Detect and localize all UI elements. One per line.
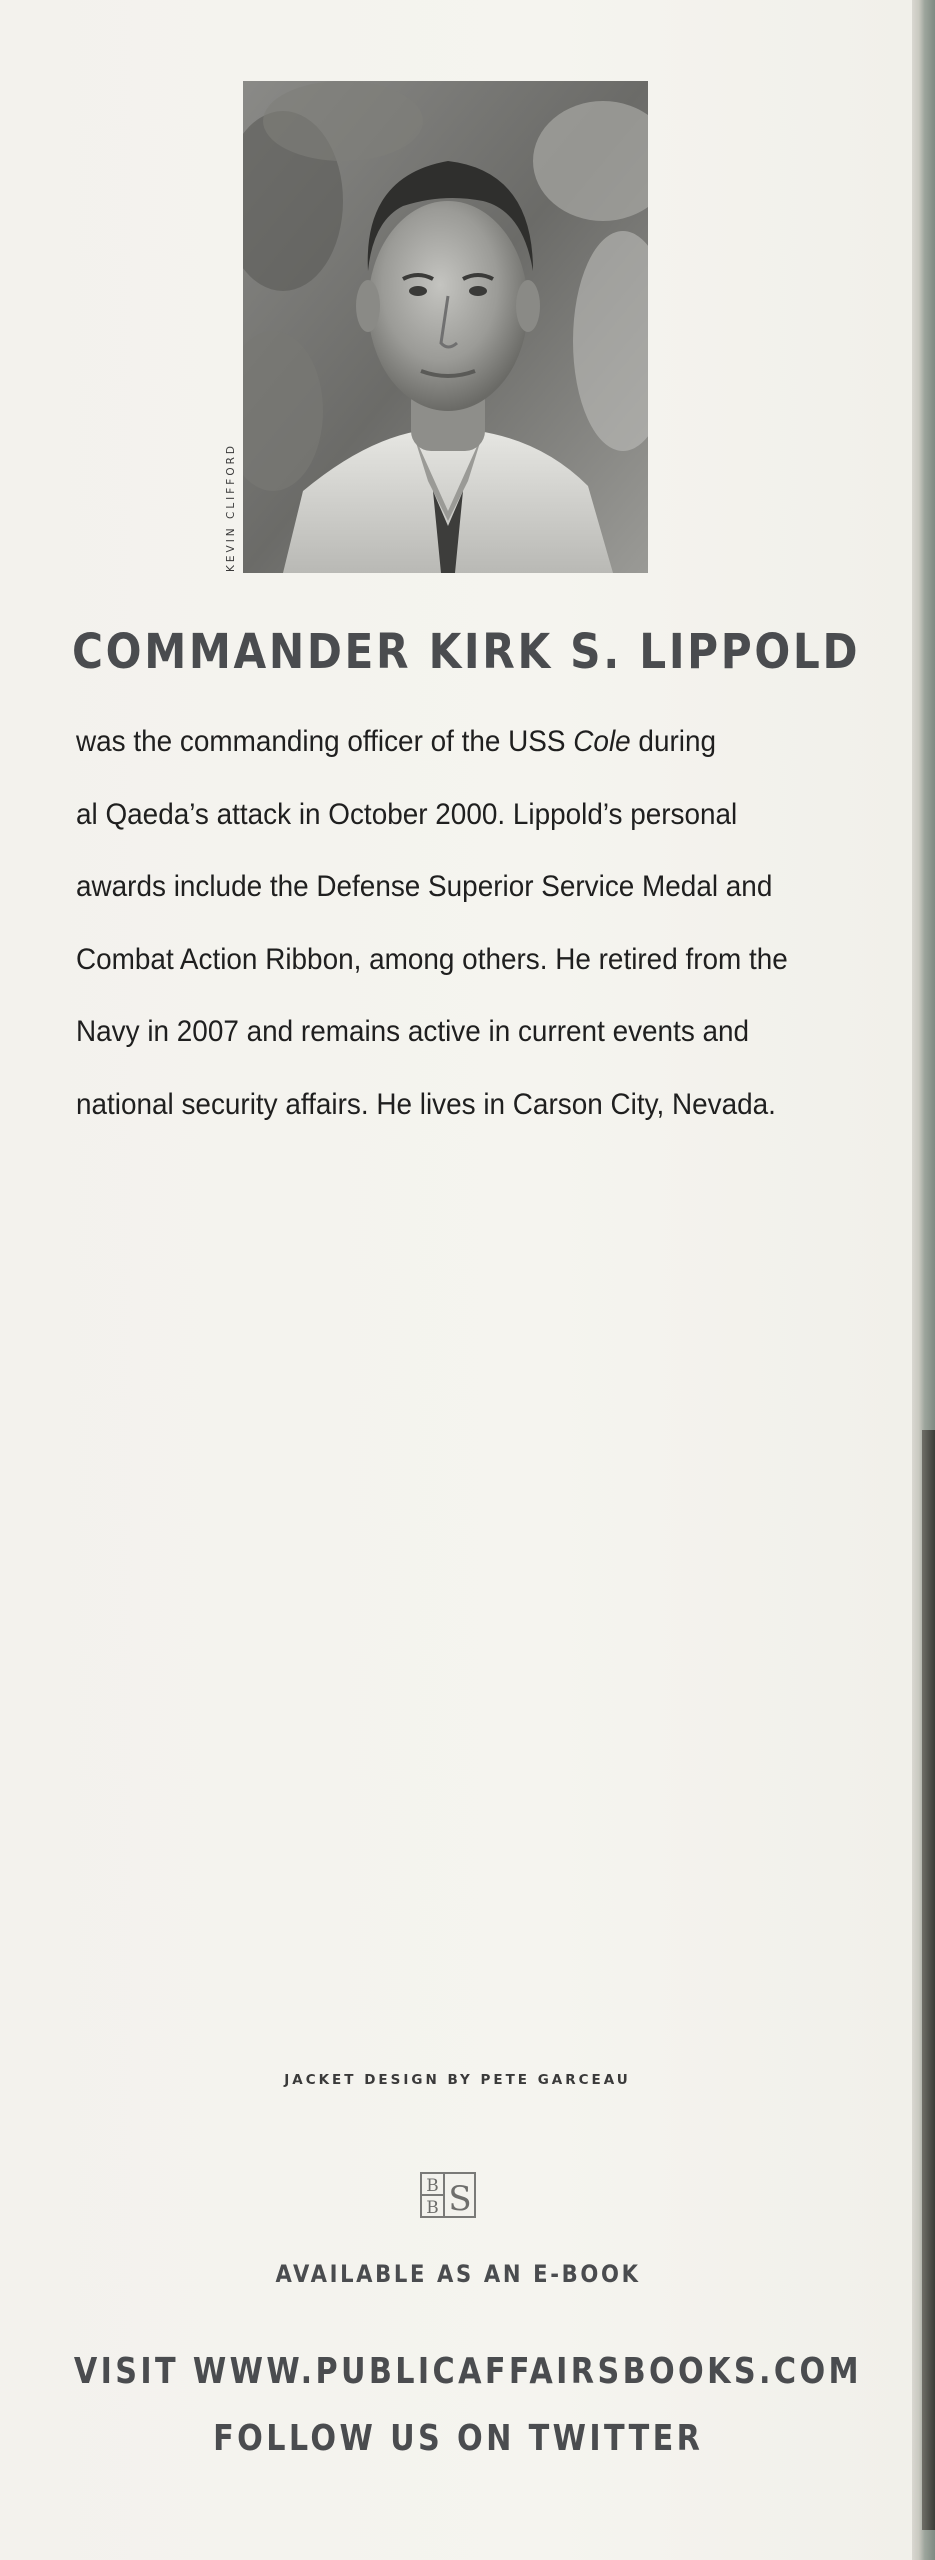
bio-line-1 [76, 706, 811, 779]
bio-line-3: awards include the Defense Superior Service Medal and [76, 870, 773, 903]
bio-line-4: Combat Action Ribbon, among others. He retired from the [76, 942, 788, 976]
publisher-logo-icon [420, 2172, 476, 2218]
author-portrait-image [243, 81, 648, 573]
bio-line-1-start: was the commanding officer of the USS [76, 725, 574, 758]
photo-credit: KEVIN CLIFFORD [225, 443, 237, 572]
logo-letter-top: B [426, 2176, 439, 2196]
bio-line-1-end: during [630, 725, 716, 758]
logo-letter-right: S [448, 2179, 472, 2218]
logo-letter-bottom: B [426, 2198, 439, 2218]
author-name: COMMANDER KIRK S. LIPPOLD [72, 624, 861, 680]
jacket-design-credit: JACKET DESIGN BY PETE GARCEAU [284, 2072, 631, 2088]
author-bio [76, 706, 811, 1141]
author-photo [243, 81, 648, 573]
bio-ship-name: Cole [573, 725, 631, 758]
bio-line-5: Navy in 2007 and remains active in current events and [76, 1015, 750, 1048]
publisher-website: VISIT WWW.PUBLICAFFAIRSBOOKS.COM [73, 2351, 862, 2392]
jacket-edge-shadow [922, 1430, 935, 2530]
bio-line-6: national security affairs. He lives in Carson City, Nevada. [76, 1087, 776, 1121]
twitter-follow: FOLLOW US ON TWITTER [213, 2418, 704, 2459]
bio-line-2: al Qaeda’s attack in October 2000. Lippold’s personal [76, 797, 738, 831]
ebook-availability: AVAILABLE AS AN E-BOOK [275, 2260, 641, 2288]
